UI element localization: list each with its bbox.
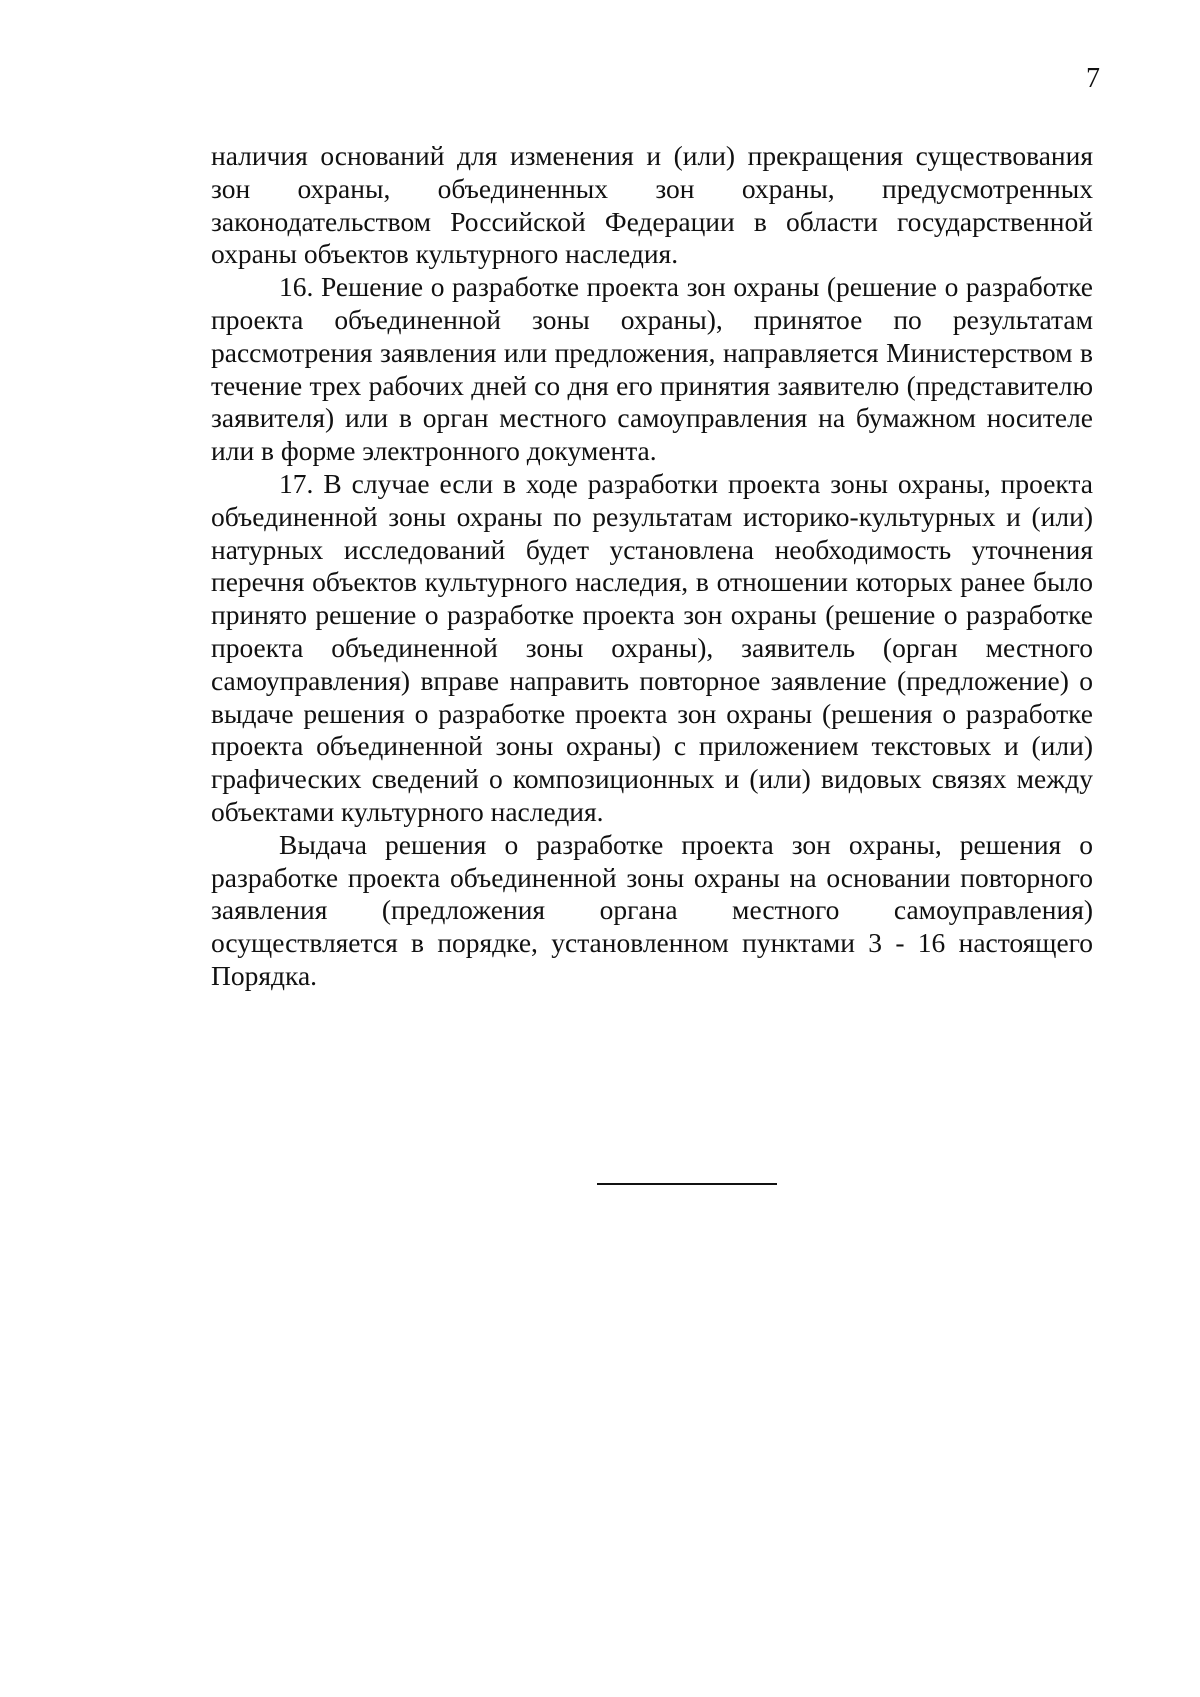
document-body [211, 140, 1093, 993]
paragraph-reissue: Выдача решения о разработке проекта зон охраны, решения о разработке проекта объединенной зоны охраны на основании повторного заявления (предложения органа местного самоуправления) осуществляется в порядке, установленном пунктами 3 - 16 настоящего Порядка. [211, 828, 1093, 991]
paragraph-clause-16: 16. Решение о разработке проекта зон охраны (решение о разработке проекта объединенной зоны охраны), принятое по результатам рассмотрения заявления или предложения, направляется Министерством в течение трех рабочих дней со дня его принятия заявителю (представителю заявителя) или в орган местного самоуправления на бумажном носителе или в форме электронного документа. [211, 271, 1093, 467]
paragraph-continuation: наличия оснований для изменения и (или) прекращения существования зон охраны, объединенных зон охраны, предусмотренных законодательством Российской Федерации в области государственной охраны объектов культурного наследия. [211, 140, 1093, 270]
paragraph-clause-17: 17. В случае если в ходе разработки проекта зоны охраны, проекта объединенной зоны охраны по результатам историко-культурных и (или) натурных исследований будет установлена необходимость уточнения перечня объектов культурного наследия, в отношении которых ранее было принято решение о разработке проекта зон охраны (решение о разработке проекта объединенной зоны охраны), заявитель (орган местного самоуправления) вправе направить повторное заявление (предложение) о выдаче решения о разработке проекта зон охраны (решения о разработке проекта объединенной зоны охраны) с приложением текстовых и (или) графических сведений о композиционных и (или) видовых связях между объектами культурного наследия. [211, 467, 1093, 827]
page-number: 7 [1086, 63, 1100, 94]
closing-divider-line [597, 1183, 777, 1185]
